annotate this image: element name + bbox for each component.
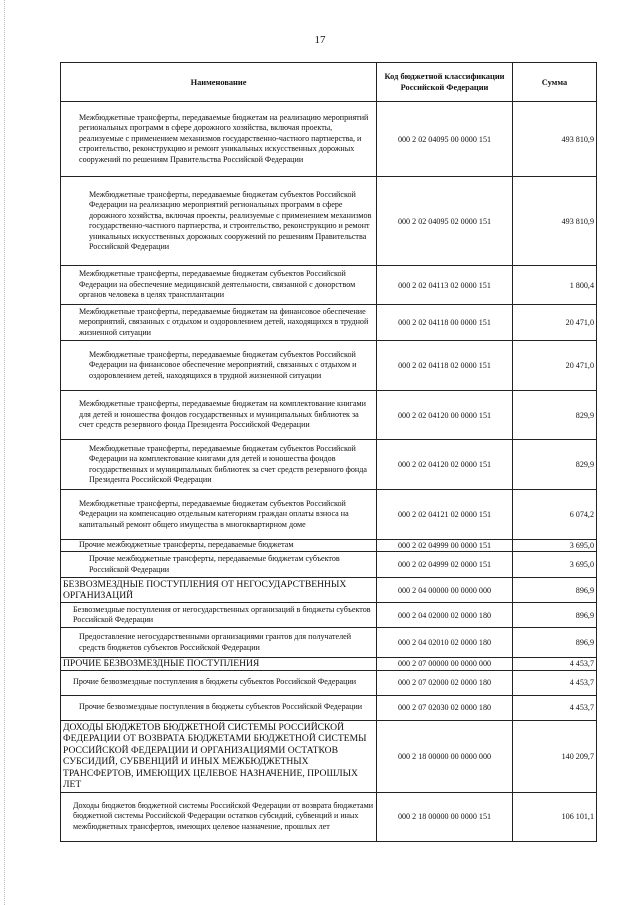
row-name: Безвозмездные поступления от негосударственных организаций в бюджеты субъектов Российской Федерации xyxy=(61,603,377,628)
table-row xyxy=(61,391,597,440)
row-name: Межбюджетные трансферты, передаваемые бюджетам субъектов Российской Федерации на обеспечение медицинской деятельности, связанной с донорством органов человека в целях трансплантации xyxy=(61,266,377,305)
row-code: 000 2 04 00000 00 0000 000 xyxy=(377,578,513,603)
table-row xyxy=(61,305,597,341)
row-code: 000 2 02 04121 02 0000 151 xyxy=(377,490,513,540)
table-row xyxy=(61,440,597,490)
row-name: Межбюджетные трансферты, передаваемые бюджетам субъектов Российской Федерации на реализацию мероприятий региональных программ в сфере дорожного хозяйства, включая проекты, реализуемые с применением механизмов государственно-частного партнерства, и строительство, реконструкцию и ремонт уникальных искусственных дорожных сооружений по решениям Правительства Российской Федерации xyxy=(61,177,377,266)
row-name: Межбюджетные трансферты, передаваемые бюджетам субъектов Российской Федерации на комплектование книгами для детей и юношества фондов государственных и муниципальных библиотек за счет средств резервного фонда Президента Российской Федерации xyxy=(61,440,377,490)
table-row xyxy=(61,658,597,671)
row-code: 000 2 18 00000 00 0000 000 xyxy=(377,720,513,792)
row-name: Межбюджетные трансферты, передаваемые бюджетам субъектов Российской Федерации на финансовое обеспечение мероприятий, связанных с отдыхом и оздоровлением детей, находящихся в трудной жизненной ситуации xyxy=(61,341,377,391)
row-sum: 20 471,0 xyxy=(513,305,597,341)
table-row xyxy=(61,720,597,792)
row-sum: 4 453,7 xyxy=(513,695,597,720)
row-sum: 3 695,0 xyxy=(513,552,597,578)
row-code: 000 2 02 04095 00 0000 151 xyxy=(377,102,513,177)
table-row xyxy=(61,603,597,628)
row-sum: 896,9 xyxy=(513,603,597,628)
row-name: Прочие безвозмездные поступления в бюджеты субъектов Российской Федерации xyxy=(61,695,377,720)
row-sum: 4 453,7 xyxy=(513,658,597,671)
row-name: Прочие межбюджетные трансферты, передаваемые бюджетам xyxy=(61,540,377,552)
table-row xyxy=(61,578,597,603)
table-row xyxy=(61,490,597,540)
row-name: Межбюджетные трансферты, передаваемые бюджетам на комплектование книгами для детей и юношества фондов государственных и муниципальных библиотек за счет средств резервного фонда Президента Российской Федерации xyxy=(61,391,377,440)
row-sum: 1 800,4 xyxy=(513,266,597,305)
row-sum: 493 810,9 xyxy=(513,177,597,266)
row-code: 000 2 07 02000 02 0000 180 xyxy=(377,670,513,695)
row-name: Прочие межбюджетные трансферты, передаваемые бюджетам субъектов Российской Федерации xyxy=(61,552,377,578)
table-row xyxy=(61,552,597,578)
row-name: ДОХОДЫ БЮДЖЕТОВ БЮДЖЕТНОЙ СИСТЕМЫ РОССИЙСКОЙ ФЕДЕРАЦИИ ОТ ВОЗВРАТА БЮДЖЕТАМИ БЮДЖЕТНОЙ СИСТЕМЫ РОССИЙСКОЙ ФЕДЕРАЦИИ И ОРГАНИЗАЦИЯМИ ОСТАТКОВ СУБСИДИЙ, СУБВЕНЦИЙ И ИНЫХ МЕЖБЮДЖЕТНЫХ ТРАНСФЕРТОВ, ИМЕЮЩИХ ЦЕЛЕВОЕ НАЗНАЧЕНИЕ, ПРОШЛЫХ ЛЕТ xyxy=(61,720,377,792)
row-name: ПРОЧИЕ БЕЗВОЗМЕЗДНЫЕ ПОСТУПЛЕНИЯ xyxy=(61,658,377,671)
row-code: 000 2 02 04999 02 0000 151 xyxy=(377,552,513,578)
row-code: 000 2 02 04118 02 0000 151 xyxy=(377,341,513,391)
row-code: 000 2 18 00000 00 0000 151 xyxy=(377,792,513,841)
table-row xyxy=(61,177,597,266)
row-name: БЕЗВОЗМЕЗДНЫЕ ПОСТУПЛЕНИЯ ОТ НЕГОСУДАРСТВЕННЫХ ОРГАНИЗАЦИЙ xyxy=(61,578,377,603)
table-row xyxy=(61,670,597,695)
table-row xyxy=(61,540,597,552)
row-code: 000 2 02 04120 00 0000 151 xyxy=(377,391,513,440)
table-row xyxy=(61,628,597,658)
row-sum: 896,9 xyxy=(513,578,597,603)
table-row xyxy=(61,102,597,177)
row-code: 000 2 04 02000 02 0000 180 xyxy=(377,603,513,628)
table-row xyxy=(61,266,597,305)
left-margin-marks xyxy=(4,0,9,905)
row-sum: 140 209,7 xyxy=(513,720,597,792)
row-code: 000 2 04 02010 02 0000 180 xyxy=(377,628,513,658)
row-code: 000 2 02 04118 00 0000 151 xyxy=(377,305,513,341)
budget-table xyxy=(60,62,597,842)
row-sum: 829,9 xyxy=(513,391,597,440)
header-code: Код бюджетной классификации Российской Федерации xyxy=(377,63,513,102)
row-name: Предоставление негосударственными организациями грантов для получателей средств бюджетов субъектов Российской Федерации xyxy=(61,628,377,658)
row-sum: 3 695,0 xyxy=(513,540,597,552)
row-code: 000 2 02 04999 00 0000 151 xyxy=(377,540,513,552)
table-header-row xyxy=(61,63,597,102)
row-code: 000 2 02 04120 02 0000 151 xyxy=(377,440,513,490)
row-sum: 106 101,1 xyxy=(513,792,597,841)
row-name: Доходы бюджетов бюджетной системы Российской Федерации от возврата бюджетами бюджетной системы Российской Федерации остатков субсидий, субвенций и иных межбюджетных трансфертов, имеющих целевое назначение, прошлых лет xyxy=(61,792,377,841)
table-row xyxy=(61,341,597,391)
header-sum: Сумма xyxy=(513,63,597,102)
row-sum: 896,9 xyxy=(513,628,597,658)
row-sum: 829,9 xyxy=(513,440,597,490)
row-code: 000 2 07 00000 00 0000 000 xyxy=(377,658,513,671)
table-row xyxy=(61,695,597,720)
row-sum: 6 074,2 xyxy=(513,490,597,540)
row-sum: 20 471,0 xyxy=(513,341,597,391)
row-code: 000 2 02 04113 02 0000 151 xyxy=(377,266,513,305)
page-number: 17 xyxy=(314,34,326,46)
row-sum: 4 453,7 xyxy=(513,670,597,695)
row-code: 000 2 07 02030 02 0000 180 xyxy=(377,695,513,720)
row-name: Межбюджетные трансферты, передаваемые бюджетам на реализацию мероприятий региональных программ в сфере дорожного хозяйства, включая проекты, реализуемые с применением механизмов государственно-частного партнерства, и строительство, реконструкцию и ремонт уникальных искусственных дорожных сооружений по решениям Правительства Российской Федерации xyxy=(61,102,377,177)
row-name: Межбюджетные трансферты, передаваемые бюджетам субъектов Российской Федерации на компенсацию отдельным категориям граждан оплаты взноса на капитальный ремонт общего имущества в многоквартирном доме xyxy=(61,490,377,540)
header-name: Наименование xyxy=(61,63,377,102)
row-code: 000 2 02 04095 02 0000 151 xyxy=(377,177,513,266)
row-name: Прочие безвозмездные поступления в бюджеты субъектов Российской Федерации xyxy=(61,670,377,695)
row-name: Межбюджетные трансферты, передаваемые бюджетам на финансовое обеспечение мероприятий, связанных с отдыхом и оздоровлением детей, находящихся в трудной жизненной ситуации xyxy=(61,305,377,341)
row-sum: 493 810,9 xyxy=(513,102,597,177)
table-row xyxy=(61,792,597,841)
